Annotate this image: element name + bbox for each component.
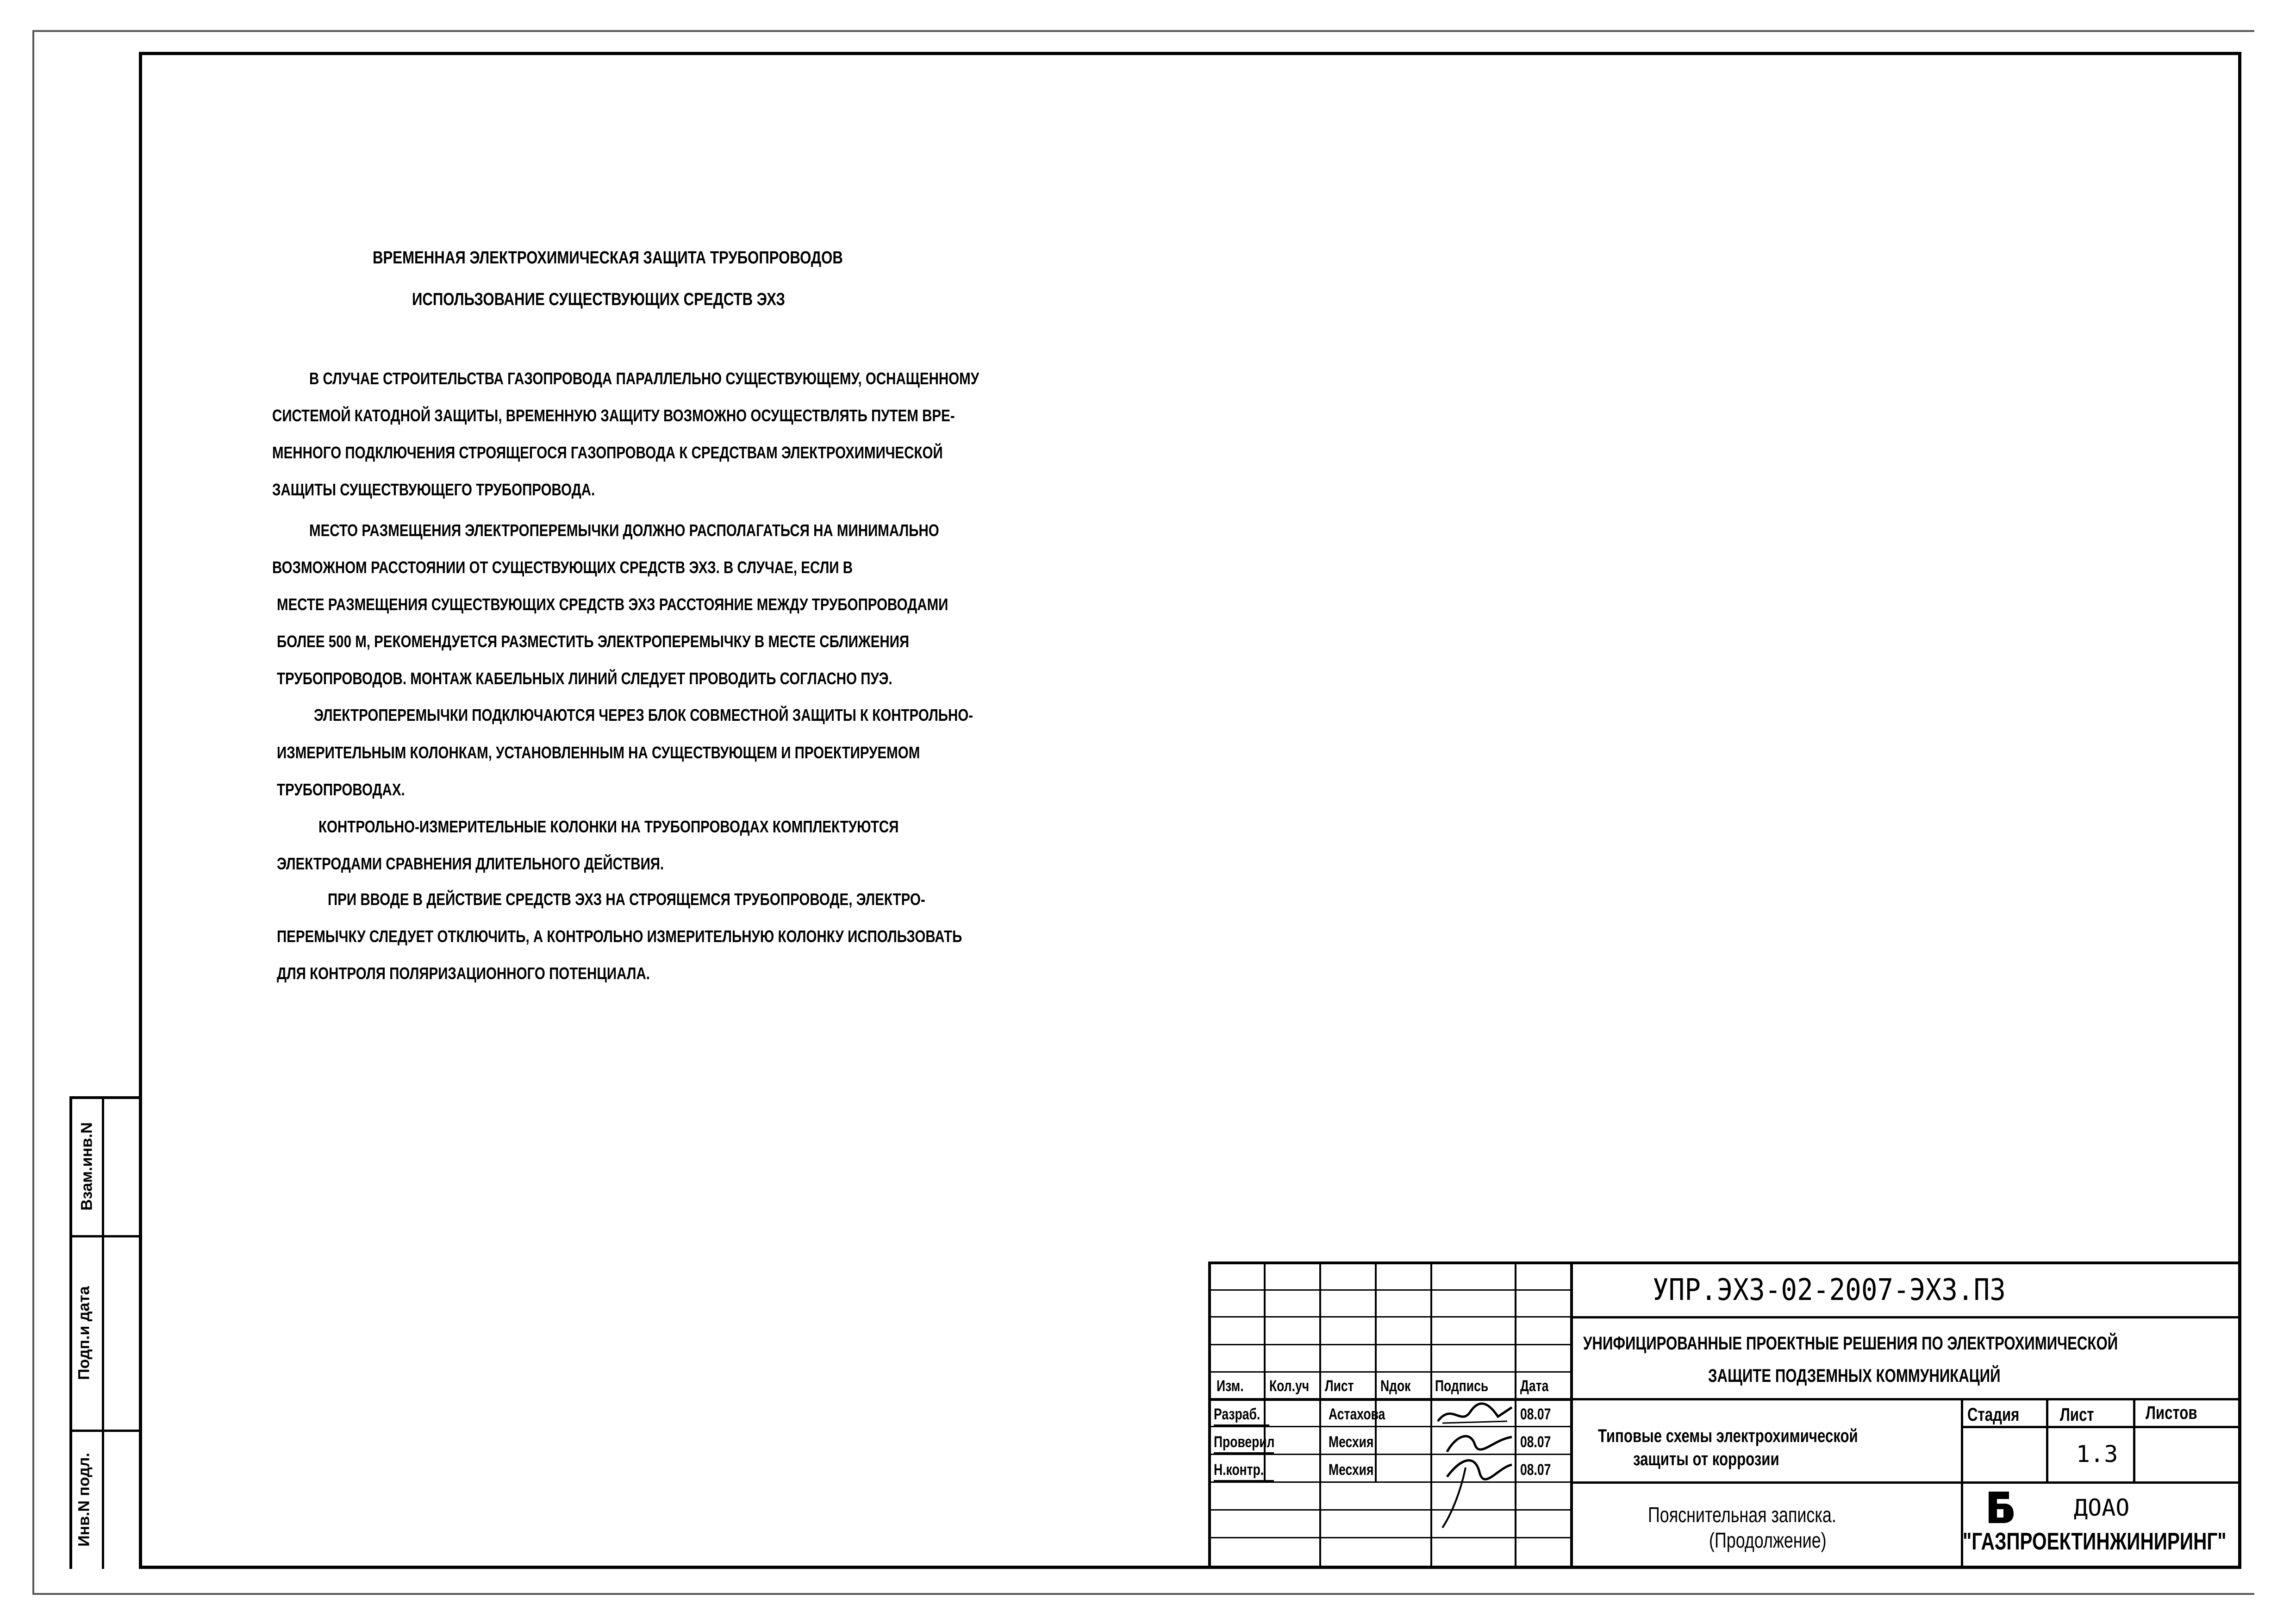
body-line: МЕННОГО ПОДКЛЮЧЕНИЯ СТРОЯЩЕГОСЯ ГАЗОПРОВОДА К СРЕДСТВАМ ЭЛЕКТРОХИМИЧЕСКОЙ <box>272 443 943 462</box>
body-line: СИСТЕМОЙ КАТОДНОЙ ЗАЩИТЫ, ВРЕМЕННУЮ ЗАЩИТУ ВОЗМОЖНО ОСУЩЕСТВЛЯТЬ ПУТЕМ ВРЕ- <box>272 406 955 425</box>
row-name-razrab: Астахова <box>1329 1405 1385 1423</box>
signature-razrab <box>1433 1398 1515 1428</box>
row-date-nkontr: 08.07 <box>1520 1461 1551 1479</box>
company-logo-icon <box>1986 1490 2015 1525</box>
body-line: ПРИ ВВОДЕ В ДЕЙСТВИЕ СРЕДСТВ ЭХЗ НА СТРОЯЩЕМСЯ ТРУБОПРОВОДЕ, ЭЛЕКТРО- <box>328 890 925 909</box>
outer-border-bottom <box>32 1593 2254 1595</box>
row-date-proveril: 08.07 <box>1520 1433 1551 1451</box>
row-name-proveril: Месхия <box>1329 1433 1374 1451</box>
side-stamp-vzam-label: Взам.инв.N <box>78 1122 96 1211</box>
document-title-line-2: (Продолжение) <box>1709 1528 1827 1552</box>
stage-label: Стадия <box>1967 1405 2020 1425</box>
body-line: КОНТРОЛЬНО-ИЗМЕРИТЕЛЬНЫЕ КОЛОНКИ НА ТРУБОПРОВОДАХ КОМПЛЕКТУЮТСЯ <box>318 817 899 836</box>
company-name-line-1: ДОАО <box>2074 1494 2130 1521</box>
outer-border-top <box>32 30 2254 32</box>
company-name-line-2: "ГАЗПРОЕКТИНЖИНИРИНГ" <box>1963 1528 2227 1555</box>
body-line: ТРУБОПРОВОДАХ. <box>277 780 405 799</box>
body-line: В СЛУЧАЕ СТРОИТЕЛЬСТВА ГАЗОПРОВОДА ПАРАЛЛЕЛЬНО СУЩЕСТВУЮЩЕМУ, ОСНАЩЕННОМУ <box>309 369 980 388</box>
side-stamp-inv-label: Инв.N подл. <box>75 1453 93 1547</box>
heading-line-1: ВРЕМЕННАЯ ЭЛЕКТРОХИМИЧЕСКАЯ ЗАЩИТА ТРУБОПРОВОДОВ <box>373 248 843 268</box>
body-line: ЭЛЕКТРОДАМИ СРАВНЕНИЯ ДЛИТЕЛЬНОГО ДЕЙСТВИЯ. <box>277 854 664 873</box>
body-line: ДЛЯ КОНТРОЛЯ ПОЛЯРИЗАЦИОННОГО ПОТЕНЦИАЛА. <box>277 964 650 983</box>
body-line: ТРУБОПРОВОДОВ. МОНТАЖ КАБЕЛЬНЫХ ЛИНИЙ СЛЕДУЕТ ПРОВОДИТЬ СОГЛАСНО ПУЭ. <box>277 669 892 688</box>
row-role-razrab: Разраб. <box>1214 1405 1260 1423</box>
col-header-data: Дата <box>1520 1377 1549 1395</box>
col-header-izm: Изм. <box>1217 1377 1244 1395</box>
subject-line-1: Типовые схемы электрохимической <box>1598 1426 1858 1446</box>
col-header-ndok: Nдок <box>1380 1377 1411 1395</box>
row-role-nkontr: Н.контр. <box>1214 1461 1264 1479</box>
row-name-nkontr: Месхия <box>1329 1461 1374 1479</box>
subject-line-2: защиты от коррозии <box>1633 1449 1779 1469</box>
col-header-kol: Кол.уч <box>1269 1377 1310 1395</box>
project-title-line-2: ЗАЩИТЕ ПОДЗЕМНЫХ КОММУНИКАЦИЙ <box>1708 1366 2001 1386</box>
body-line: ЗАЩИТЫ СУЩЕСТВУЮЩЕГО ТРУБОПРОВОДА. <box>272 480 595 499</box>
project-title-line-1: УНИФИЦИРОВАННЫЕ ПРОЕКТНЫЕ РЕШЕНИЯ ПО ЭЛЕКТРОХИМИЧЕСКОЙ <box>1583 1333 2118 1354</box>
body-line: ЭЛЕКТРОПЕРЕМЫЧКИ ПОДКЛЮЧАЮТСЯ ЧЕРЕЗ БЛОК СОВМЕСТНОЙ ЗАЩИТЫ К КОНТРОЛЬНО- <box>314 706 973 725</box>
signature-nkontr <box>1433 1449 1515 1532</box>
row-date-razrab: 08.07 <box>1520 1405 1551 1423</box>
row-role-proveril: Проверил <box>1214 1433 1275 1451</box>
side-stamp-podp-label: Подп.и дата <box>75 1286 93 1380</box>
sheet-number: 1.3 <box>2076 1441 2118 1468</box>
outer-border-left <box>32 30 34 1595</box>
body-line: ПЕРЕМЫЧКУ СЛЕДУЕТ ОТКЛЮЧИТЬ, А КОНТРОЛЬНО ИЗМЕРИТЕЛЬНУЮ КОЛОНКУ ИСПОЛЬЗОВАТЬ <box>277 927 962 946</box>
body-line: ВОЗМОЖНОМ РАССТОЯНИИ ОТ СУЩЕСТВУЮЩИХ СРЕДСТВ ЭХЗ. В СЛУЧАЕ, ЕСЛИ В <box>272 558 853 577</box>
body-line: МЕСТЕ РАЗМЕЩЕНИЯ СУЩЕСТВУЮЩИХ СРЕДСТВ ЭХЗ РАССТОЯНИЕ МЕЖДУ ТРУБОПРОВОДАМИ <box>277 595 948 614</box>
body-line: МЕСТО РАЗМЕЩЕНИЯ ЭЛЕКТРОПЕРЕМЫЧКИ ДОЛЖНО РАСПОЛАГАТЬСЯ НА МИНИМАЛЬНО <box>309 521 939 540</box>
document-code: УПР.ЭХЗ-02-2007-ЭХЗ.ПЗ <box>1653 1273 2006 1307</box>
heading-line-2: ИСПОЛЬЗОВАНИЕ СУЩЕСТВУЮЩИХ СРЕДСТВ ЭХЗ <box>412 290 786 309</box>
col-header-list: Лист <box>1325 1377 1354 1395</box>
col-header-podpis: Подпись <box>1435 1377 1489 1395</box>
sheet-label: Лист <box>2060 1405 2094 1425</box>
sheets-label: Листов <box>2146 1403 2197 1423</box>
body-line: ИЗМЕРИТЕЛЬНЫМ КОЛОНКАМ, УСТАНОВЛЕННЫМ НА СУЩЕСТВУЮЩЕМ И ПРОЕКТИРУЕМОМ <box>277 743 920 762</box>
document-title-line-1: Пояснительная записка. <box>1648 1503 1836 1527</box>
body-line: БОЛЕЕ 500 М, РЕКОМЕНДУЕТСЯ РАЗМЕСТИТЬ ЭЛЕКТРОПЕРЕМЫЧКУ В МЕСТЕ СБЛИЖЕНИЯ <box>277 632 910 651</box>
